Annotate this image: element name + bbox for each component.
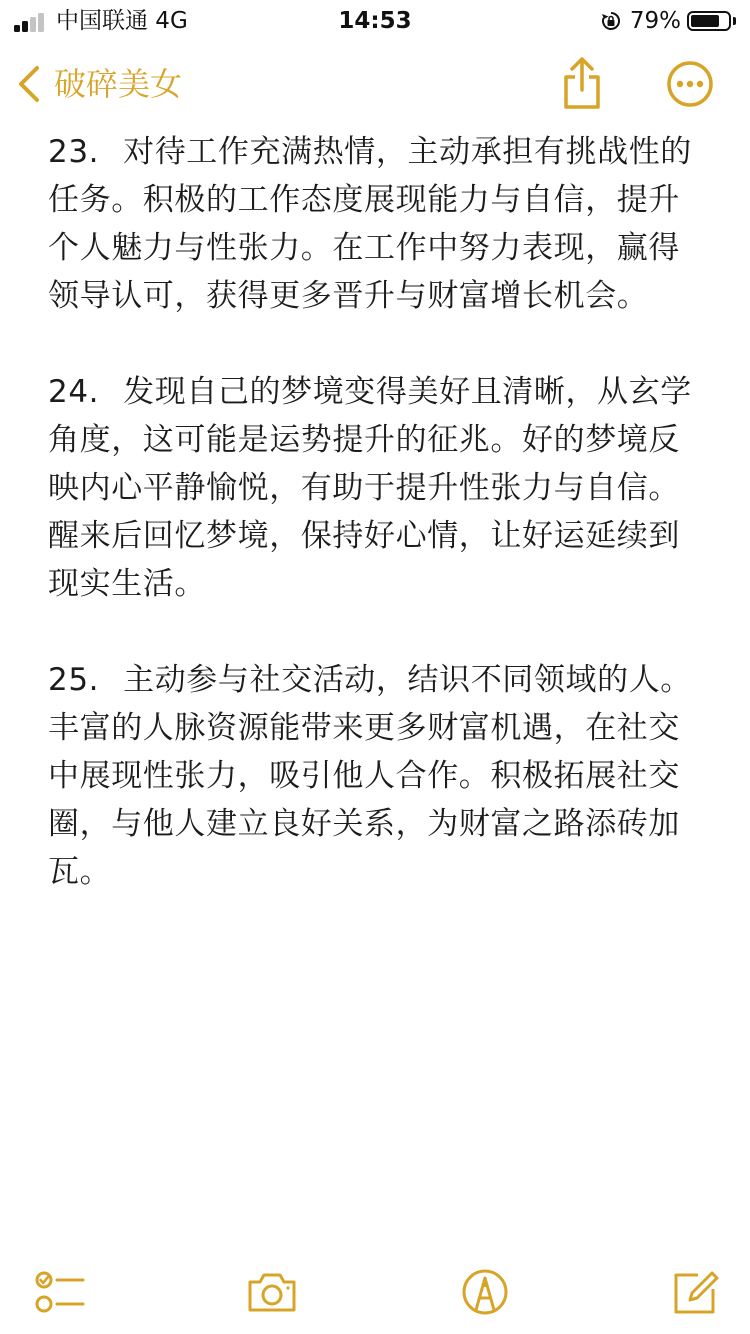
nav-bar (0, 40, 750, 128)
more-button[interactable] (666, 60, 714, 108)
rotation-lock-icon (600, 10, 622, 32)
chevron-left-icon (16, 64, 42, 104)
paragraph-text: 发现自己的梦境变得美好且清晰，从玄学角度，这可能是运势提升的征兆。好的梦境反映内心平静愉悦，有助于提升性张力与自信。醒来后回忆梦境，保持好心情，让好运延续到现实生活。 (48, 374, 692, 602)
note-paragraph (48, 656, 708, 896)
checklist-icon (34, 1268, 86, 1316)
note-paragraph (48, 128, 708, 320)
status-right-group (600, 6, 736, 36)
paragraph-number: 24. (48, 374, 100, 410)
compose-icon (670, 1268, 722, 1316)
markup-pen-icon (459, 1268, 511, 1316)
battery-level-fill (691, 15, 719, 27)
carrier-label: 中国联通 4G (56, 8, 188, 34)
markup-button[interactable] (459, 1268, 511, 1316)
battery-icon (687, 11, 731, 31)
share-icon (560, 56, 604, 112)
paragraph-number: 25. (48, 662, 100, 698)
note-paragraph (48, 368, 708, 608)
camera-button[interactable] (246, 1268, 298, 1316)
paragraph-text: 对待工作充满热情，主动承担有挑战性的任务。积极的工作态度展现能力与自信，提升个人魅力与性张力。在工作中努力表现，赢得领导认可，获得更多晋升与财富增长机会。 (48, 134, 692, 314)
status-time: 14:53 (338, 8, 412, 34)
note-body[interactable] (48, 128, 708, 944)
compose-button[interactable] (670, 1268, 722, 1316)
checklist-button[interactable] (34, 1268, 86, 1316)
more-icon (666, 60, 714, 108)
paragraph-text: 主动参与社交活动，结识不同领域的人。丰富的人脉资源能带来更多财富机遇，在社交中展现性张力，吸引他人合作。积极拓展社交圈，与他人建立良好关系，为财富之路添砖加瓦。 (48, 662, 692, 890)
back-folder-label: 破碎美女 (54, 65, 183, 103)
camera-icon (246, 1268, 298, 1316)
status-bar (0, 0, 750, 40)
paragraph-number: 23. (48, 134, 100, 170)
back-button[interactable] (16, 56, 182, 112)
share-button[interactable] (560, 56, 604, 112)
battery-nub (733, 17, 736, 25)
battery-percentage: 79% (629, 8, 681, 34)
bottom-toolbar (0, 1254, 750, 1334)
